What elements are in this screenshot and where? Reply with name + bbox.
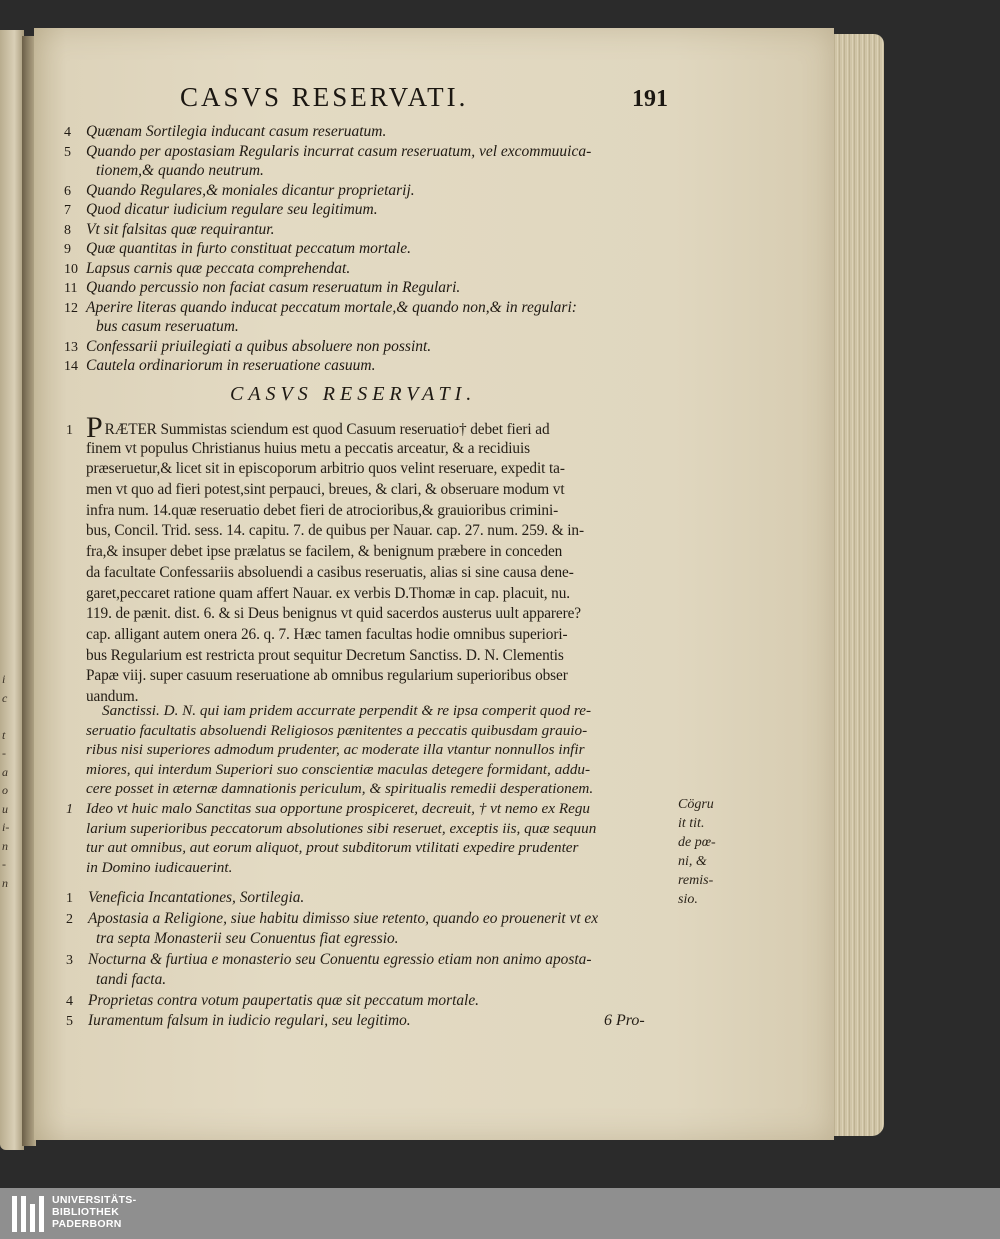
left-margin-fragment: n [2, 838, 8, 853]
decree-line-text: in Domino iudicauerint. [86, 858, 233, 876]
summary-item-number: 9 [64, 242, 71, 257]
summary-item [64, 317, 684, 337]
summary-item-number: 7 [64, 203, 71, 218]
summary-item-text: Quænam Sortilegia inducant casum reseruatum. [86, 123, 387, 140]
summary-item-text: Cautela ordinariorum in reseruatione casuum. [86, 357, 376, 374]
page-number: 191 [632, 86, 668, 112]
left-margin-fragment: n [2, 875, 8, 890]
summary-item-text: tionem,& quando neutrum. [96, 162, 264, 179]
summary-item-text: Quando Regulares,& moniales dicantur proprietarij. [86, 181, 415, 199]
reserved-case-text: Nocturna & furtiua e monasterio seu Conuentu egressio etiam non animo aposta- [88, 950, 592, 968]
paragraph-line: cap. alligant autem onera 26. q. 7. Hæc tamen facultas hodie omnibus superiori- [86, 625, 568, 643]
paragraph-line: Papæ viij. super casuum reseruatione ab omnibus regularium superioribus obser [86, 667, 568, 685]
summary-item [64, 356, 684, 376]
reserved-case [66, 991, 686, 1012]
paragraph-line: infra num. 14.quæ reseruatio debet fieri de atrocioribus,& grauioribus crimini- [86, 501, 559, 519]
reserved-case [66, 970, 686, 991]
paragraph-line: finem vt populus Christianus huius metu a peccatis arceatur, & a recidiuis [86, 439, 530, 457]
summary-item [64, 239, 684, 259]
decree-line-text: ribus nisi superiores admodum prudenter, ac moderate illa vtantur nonnullos infir [86, 741, 585, 759]
decree-line [66, 740, 686, 760]
decree-line [66, 779, 686, 799]
reserved-case-number: 3 [66, 952, 73, 968]
paragraph-line: da facultate Confessariis absoluendi a casibus reseruatis, alias si sine causa dene- [86, 563, 574, 581]
left-margin-fragments [2, 670, 16, 892]
first-line-text: RÆTER Summistas sciendum est quod Casuum reseruatio† debet fieri ad [104, 421, 550, 438]
summary-item-text: Quando per apostasiam Regularis incurrat casum reseruatum, vel excommuuica- [86, 142, 592, 160]
left-margin-fragment: u [2, 801, 8, 816]
left-margin-fragment: i [2, 672, 6, 686]
summary-item-number: 11 [64, 281, 78, 296]
decree-line-text: cere posset in æternæ damnationis periculum, & spiritualis remedii desperationem. [86, 780, 594, 798]
reserved-case-number: 4 [66, 993, 73, 1009]
logo-line: PADERBORN [52, 1218, 122, 1230]
summary-item-text: Aperire literas quando inducat peccatum mortale,& quando non,& in regulari: [86, 298, 577, 316]
reserved-case-text: tandi facta. [96, 971, 167, 988]
summary-item [64, 298, 684, 318]
left-page-edge [0, 30, 24, 1150]
reserved-case-number: 2 [66, 911, 73, 927]
paragraph-number: 1 [66, 423, 73, 438]
paragraph-line: bus, Concil. Trid. sess. 14. capitu. 7. de quibus per Nauar. cap. 27. num. 259. & in- [86, 522, 584, 540]
paragraph-line: uandum. [86, 687, 139, 705]
catchword: 6 Pro- [604, 1012, 645, 1029]
section-title: CASVS RESERVATI. [230, 383, 477, 405]
paragraph-line: bus Regularium est restricta prout sequitur Decretum Sanctiss. D. N. Clementis [86, 646, 564, 664]
reserved-case [66, 909, 686, 930]
summary-item-text: bus casum reseruatum. [96, 318, 239, 335]
decree-line [66, 701, 686, 721]
summary-item-text: Quæ quantitas in furto constituat peccatum mortale. [86, 240, 412, 257]
summary-item-number: 6 [64, 183, 71, 199]
paragraph-lines [66, 439, 686, 708]
summary-list [64, 122, 684, 376]
decree-line [66, 799, 686, 819]
margin-note-line: sio. [678, 892, 698, 907]
left-margin-fragment: a [2, 764, 8, 779]
left-margin-fragment: o [2, 783, 8, 797]
margin-note-line: de pœ- [678, 835, 716, 850]
summary-item-number: 14 [64, 359, 78, 374]
reserved-case-number: 5 [66, 1014, 73, 1029]
margin-note [678, 795, 748, 909]
decree-line [66, 760, 686, 780]
decree-line [66, 858, 686, 878]
margin-note-line: remis- [678, 873, 714, 888]
reserved-case-text: Proprietas contra votum paupertatis quæ sit peccatum mortale. [88, 991, 480, 1009]
summary-item [64, 122, 684, 142]
paragraph-line: præseruetur,& licet sit in episcoporum arbitrio quos velint reseruare, expedit ta- [86, 460, 565, 478]
summary-item [64, 181, 684, 201]
summary-item-text: Lapsus carnis quæ peccata comprehendat. [86, 259, 351, 277]
reserved-case [66, 1011, 686, 1032]
decree-line-text: miores, qui interdum Superiori suo conscientiæ maculas detegere formidant, addu- [86, 760, 591, 778]
logo-line: UNIVERSITÄTS- [52, 1194, 137, 1206]
library-logo-icon [12, 1196, 48, 1232]
paragraph-line: garet,peccaret ratione quam affert Nauar. ex verbis D.Thomæ in cap. placuit, nu. [86, 584, 570, 602]
summary-item [64, 278, 684, 298]
left-margin-fragment: c [2, 690, 8, 705]
reserved-case-text: tra septa Monasterii seu Conuentus fiat egressio. [96, 930, 399, 947]
summary-item-number: 8 [64, 222, 71, 238]
left-margin-fragment: - [2, 746, 6, 760]
reserved-case [66, 929, 686, 950]
drop-cap: P [86, 411, 103, 444]
summary-item-text: Quod dicatur iudicium regulare seu legitimum. [86, 201, 378, 218]
left-margin-fragment: i- [2, 820, 10, 834]
left-margin-fragment: - [2, 857, 6, 871]
decree-line-text: larium superioribus peccatorum absolutiones sibi reseruet, exceptis iis, quæ sequun [86, 819, 597, 837]
paragraph-first-line [66, 411, 686, 444]
reserved-case-text: Veneficia Incantationes, Sortilegia. [88, 889, 305, 906]
decree-line-text: Sanctissi. D. N. qui iam pridem accurrate perpendit & re ipsa comperit quod re- [102, 702, 592, 719]
reserved-case [66, 950, 686, 971]
summary-item-number: 5 [64, 144, 71, 160]
margin-note-line: ni, & [678, 854, 707, 869]
logo-line: BIBLIOTHEK [52, 1206, 120, 1218]
summary-item-number: 12 [64, 300, 78, 316]
summary-item-number: 4 [64, 125, 71, 140]
paragraph-line: 119. de pænit. dist. 6. & si Deus benignus vt quid sacerdos austerus uult apparere? [86, 605, 581, 623]
paragraph-line: fra,& insuper debet ipse prælatus se facilem, & benignum præbere in conceden [86, 543, 563, 561]
summary-item-number: 13 [64, 339, 78, 355]
main-paragraph [66, 411, 686, 708]
decree-line [66, 721, 686, 741]
reserved-case [66, 888, 686, 909]
margin-note-line: it tit. [678, 816, 705, 831]
reserved-cases-list [66, 888, 686, 1032]
summary-item [64, 220, 684, 240]
summary-item-number: 10 [64, 261, 78, 277]
summary-item [64, 142, 684, 162]
reserved-case-text: Iuramentum falsum in iudicio regulari, seu legitimo. [88, 1012, 411, 1029]
summary-item-text: Vt sit falsitas quæ requirantur. [86, 220, 275, 238]
library-footer [0, 1188, 1000, 1239]
summary-item-text: Quando percussio non faciat casum reseruatum in Regulari. [86, 279, 461, 296]
decree-line-text: seruatio facultatis absoluendi Religiosos pænitentes a peccatis quibusdam grauio- [86, 721, 588, 739]
decree-line-text: tur aut omnibus, aut eorum aliquot, prout subditorum vtilitati expedire prudenter [86, 839, 579, 857]
decree-paragraph [66, 701, 686, 877]
running-head: CASVS RESERVATI. [180, 82, 469, 112]
paragraph-line: men vt quo ad fieri potest,sint perpauci, breues, & clari, & obseruare modum vt [86, 481, 565, 499]
page-fore-edge [826, 34, 884, 1136]
left-margin-fragment [2, 707, 16, 726]
reserved-case-text: Apostasia a Religione, siue habitu dimisso siue retento, quando eo prouenerit vt ex [88, 909, 599, 927]
summary-item-text: Confessarii priuilegiati a quibus absoluere non possint. [86, 337, 432, 355]
summary-item [64, 259, 684, 279]
reserved-case-number: 1 [66, 891, 73, 906]
decree-line-number: 1 [66, 801, 73, 817]
decree-line [66, 838, 686, 858]
margin-note-line: Cögru [678, 797, 714, 812]
decree-line [66, 819, 686, 839]
library-logo-text [52, 1194, 136, 1230]
summary-item [64, 200, 684, 220]
summary-item [64, 161, 684, 181]
summary-item [64, 337, 684, 357]
decree-line-text: Ideo vt huic malo Sanctitas sua opportune prospiceret, decreuit, † vt nemo ex Regu [86, 799, 591, 817]
left-margin-fragment: t [2, 727, 6, 742]
